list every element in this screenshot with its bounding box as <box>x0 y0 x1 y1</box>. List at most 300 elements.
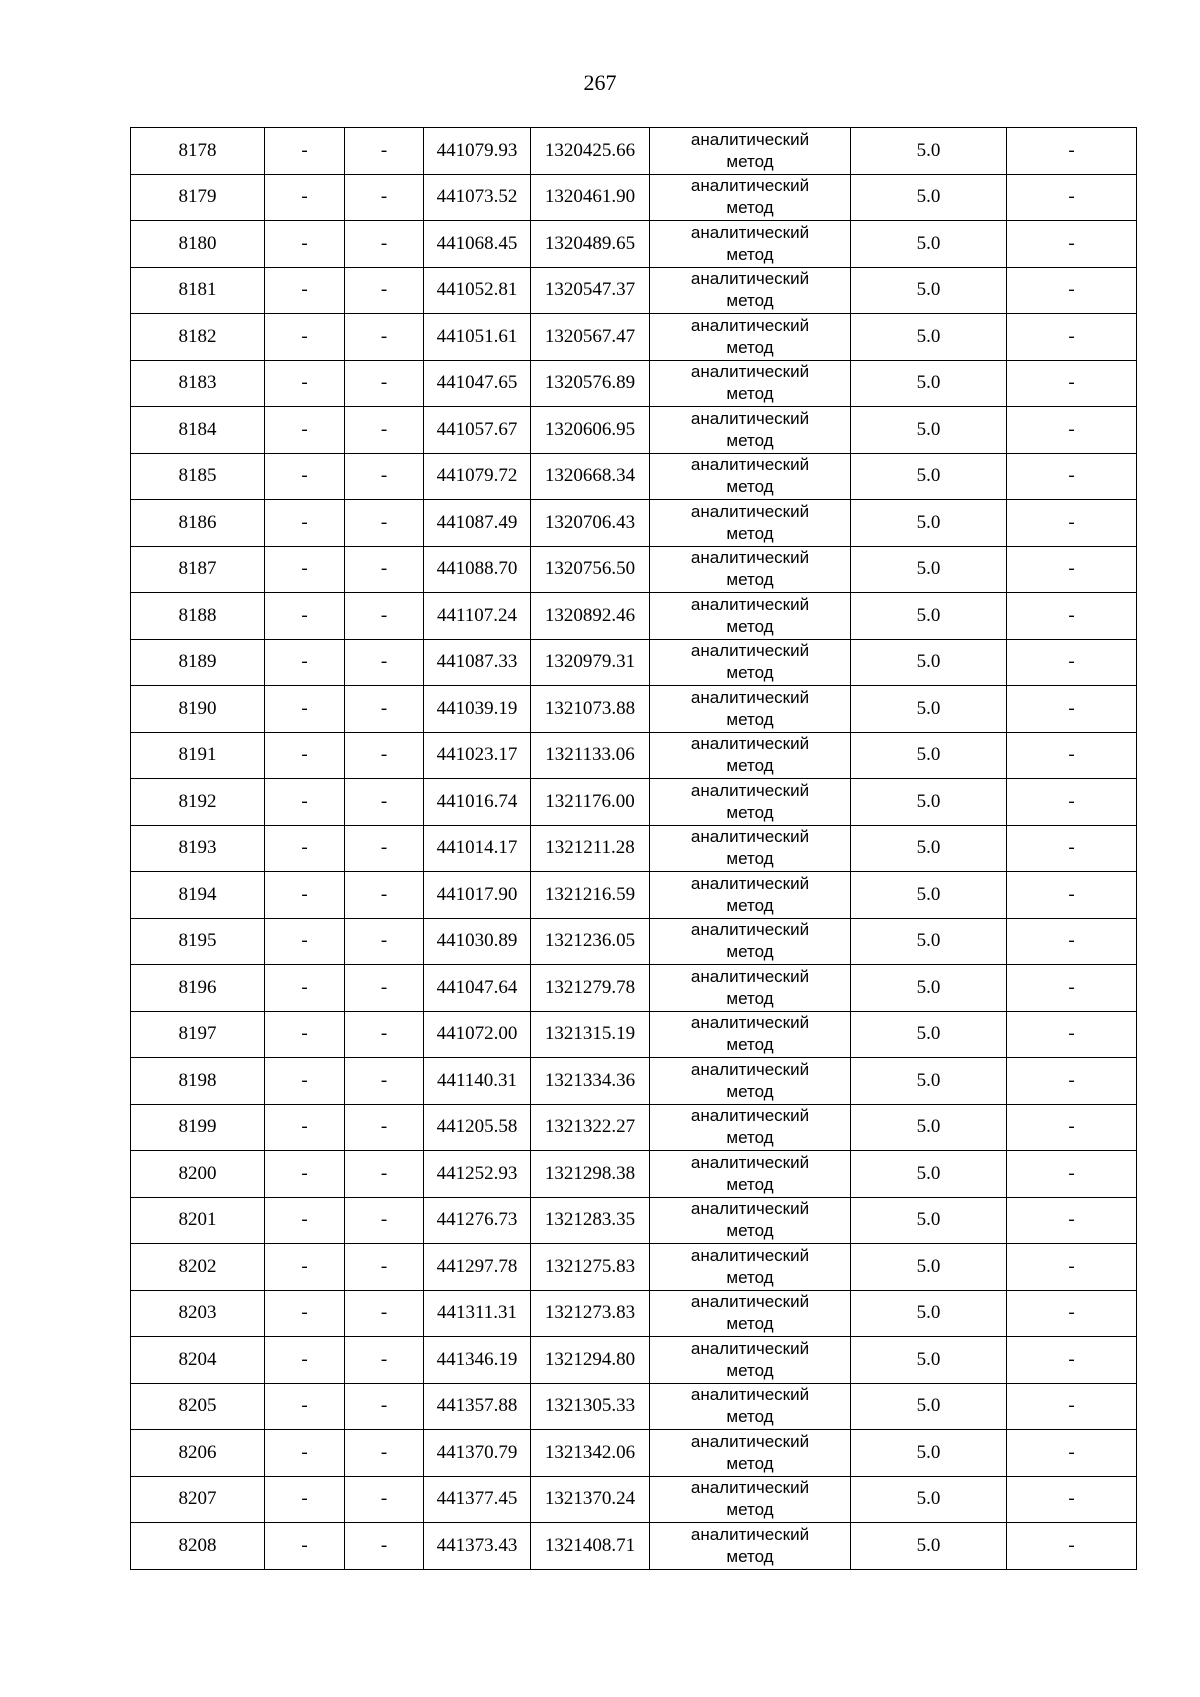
dash-cell: - <box>265 779 345 826</box>
note-cell: - <box>1007 1011 1137 1058</box>
note-cell: - <box>1007 1430 1137 1477</box>
dash-cell: - <box>265 267 345 314</box>
point-number-cell: 8193 <box>131 825 265 872</box>
method-cell <box>650 1523 851 1570</box>
method-line-2: метод <box>726 1314 774 1334</box>
method-cell <box>650 1383 851 1430</box>
note-cell: - <box>1007 825 1137 872</box>
point-number-cell: 8195 <box>131 918 265 965</box>
point-number-cell: 8179 <box>131 174 265 221</box>
method-line-2: метод <box>726 291 774 311</box>
point-number-cell: 8183 <box>131 360 265 407</box>
point-number-cell: 8204 <box>131 1337 265 1384</box>
method-cell <box>650 686 851 733</box>
method-cell <box>650 407 851 454</box>
accuracy-cell: 5.0 <box>851 1383 1007 1430</box>
method-line-2: метод <box>726 1407 774 1427</box>
x-coordinate-cell: 441051.61 <box>424 314 531 361</box>
x-coordinate-cell: 441088.70 <box>424 546 531 593</box>
dash-cell: - <box>345 546 424 593</box>
dash-cell: - <box>345 918 424 965</box>
method-line-1: аналитический <box>690 966 810 986</box>
y-coordinate-cell: 1321176.00 <box>531 779 650 826</box>
method-line-2: метод <box>726 1174 774 1194</box>
note-cell: - <box>1007 500 1137 547</box>
method-cell <box>650 174 851 221</box>
method-cell <box>650 546 851 593</box>
table-row <box>131 1337 1137 1384</box>
accuracy-cell: 5.0 <box>851 267 1007 314</box>
accuracy-cell: 5.0 <box>851 546 1007 593</box>
note-cell: - <box>1007 174 1137 221</box>
table-row <box>131 221 1137 268</box>
dash-cell: - <box>345 1151 424 1198</box>
table-row <box>131 1104 1137 1151</box>
method-line-1: аналитический <box>690 362 810 382</box>
note-cell: - <box>1007 128 1137 175</box>
method-line-2: метод <box>726 988 774 1008</box>
method-line-2: метод <box>726 1128 774 1148</box>
method-line-2: метод <box>726 244 774 264</box>
method-line-2: метод <box>726 477 774 497</box>
y-coordinate-cell: 1320425.66 <box>531 128 650 175</box>
y-coordinate-cell: 1321322.27 <box>531 1104 650 1151</box>
method-line-2: метод <box>726 430 774 450</box>
accuracy-cell: 5.0 <box>851 174 1007 221</box>
y-coordinate-cell: 1321315.19 <box>531 1011 650 1058</box>
dash-cell: - <box>345 779 424 826</box>
table-row <box>131 593 1137 640</box>
x-coordinate-cell: 441023.17 <box>424 732 531 779</box>
dash-cell: - <box>265 1244 345 1291</box>
x-coordinate-cell: 441373.43 <box>424 1523 531 1570</box>
method-line-1: аналитический <box>690 1338 810 1358</box>
method-line-1: аналитический <box>690 222 810 242</box>
y-coordinate-cell: 1321298.38 <box>531 1151 650 1198</box>
accuracy-cell: 5.0 <box>851 1476 1007 1523</box>
y-coordinate-cell: 1321236.05 <box>531 918 650 965</box>
note-cell: - <box>1007 360 1137 407</box>
dash-cell: - <box>265 1290 345 1337</box>
table-row <box>131 1151 1137 1198</box>
point-number-cell: 8202 <box>131 1244 265 1291</box>
dash-cell: - <box>345 221 424 268</box>
table-row <box>131 453 1137 500</box>
method-line-1: аналитический <box>690 315 810 335</box>
accuracy-cell: 5.0 <box>851 1290 1007 1337</box>
note-cell: - <box>1007 593 1137 640</box>
x-coordinate-cell: 441030.89 <box>424 918 531 965</box>
x-coordinate-cell: 441047.64 <box>424 965 531 1012</box>
method-line-1: аналитический <box>690 408 810 428</box>
dash-cell: - <box>345 1058 424 1105</box>
accuracy-cell: 5.0 <box>851 1058 1007 1105</box>
dash-cell: - <box>345 1244 424 1291</box>
y-coordinate-cell: 1320756.50 <box>531 546 650 593</box>
method-cell <box>650 1430 851 1477</box>
method-cell <box>650 825 851 872</box>
method-line-2: метод <box>726 1267 774 1287</box>
point-number-cell: 8207 <box>131 1476 265 1523</box>
method-line-1: аналитический <box>690 1152 810 1172</box>
point-number-cell: 8186 <box>131 500 265 547</box>
dash-cell: - <box>265 221 345 268</box>
y-coordinate-cell: 1320567.47 <box>531 314 650 361</box>
dash-cell: - <box>265 1476 345 1523</box>
dash-cell: - <box>345 407 424 454</box>
table-row <box>131 732 1137 779</box>
point-number-cell: 8198 <box>131 1058 265 1105</box>
y-coordinate-cell: 1320547.37 <box>531 267 650 314</box>
table-row <box>131 1476 1137 1523</box>
method-line-1: аналитический <box>690 455 810 475</box>
dash-cell: - <box>265 314 345 361</box>
x-coordinate-cell: 441357.88 <box>424 1383 531 1430</box>
note-cell: - <box>1007 221 1137 268</box>
point-number-cell: 8203 <box>131 1290 265 1337</box>
point-number-cell: 8194 <box>131 872 265 919</box>
method-cell <box>650 453 851 500</box>
x-coordinate-cell: 441072.00 <box>424 1011 531 1058</box>
accuracy-cell: 5.0 <box>851 732 1007 779</box>
note-cell: - <box>1007 872 1137 919</box>
method-cell <box>650 779 851 826</box>
method-line-1: аналитический <box>690 780 810 800</box>
dash-cell: - <box>265 686 345 733</box>
x-coordinate-cell: 441205.58 <box>424 1104 531 1151</box>
method-line-1: аналитический <box>690 827 810 847</box>
dash-cell: - <box>265 825 345 872</box>
y-coordinate-cell: 1321216.59 <box>531 872 650 919</box>
accuracy-cell: 5.0 <box>851 1197 1007 1244</box>
table-body <box>131 128 1137 1570</box>
x-coordinate-cell: 441107.24 <box>424 593 531 640</box>
y-coordinate-cell: 1321275.83 <box>531 1244 650 1291</box>
y-coordinate-cell: 1320606.95 <box>531 407 650 454</box>
method-line-1: аналитический <box>690 1431 810 1451</box>
note-cell: - <box>1007 546 1137 593</box>
note-cell: - <box>1007 1104 1137 1151</box>
method-cell <box>650 1337 851 1384</box>
dash-cell: - <box>265 1011 345 1058</box>
method-line-1: аналитический <box>690 129 810 149</box>
method-line-2: метод <box>726 663 774 683</box>
method-line-1: аналитический <box>690 687 810 707</box>
accuracy-cell: 5.0 <box>851 1104 1007 1151</box>
table-row <box>131 174 1137 221</box>
table-row <box>131 1523 1137 1570</box>
y-coordinate-cell: 1321342.06 <box>531 1430 650 1477</box>
x-coordinate-cell: 441297.78 <box>424 1244 531 1291</box>
note-cell: - <box>1007 453 1137 500</box>
method-cell <box>650 1290 851 1337</box>
dash-cell: - <box>345 965 424 1012</box>
y-coordinate-cell: 1320489.65 <box>531 221 650 268</box>
y-coordinate-cell: 1321273.83 <box>531 1290 650 1337</box>
note-cell: - <box>1007 1197 1137 1244</box>
accuracy-cell: 5.0 <box>851 1523 1007 1570</box>
point-number-cell: 8181 <box>131 267 265 314</box>
note-cell: - <box>1007 1244 1137 1291</box>
method-line-2: метод <box>726 849 774 869</box>
method-cell <box>650 360 851 407</box>
dash-cell: - <box>345 1523 424 1570</box>
dash-cell: - <box>265 593 345 640</box>
table-row <box>131 1197 1137 1244</box>
dash-cell: - <box>345 825 424 872</box>
note-cell: - <box>1007 1476 1137 1523</box>
method-line-1: аналитический <box>690 1199 810 1219</box>
accuracy-cell: 5.0 <box>851 1011 1007 1058</box>
point-number-cell: 8178 <box>131 128 265 175</box>
method-line-2: метод <box>726 1546 774 1566</box>
dash-cell: - <box>265 1104 345 1151</box>
method-line-1: аналитический <box>690 1059 810 1079</box>
dash-cell: - <box>345 174 424 221</box>
accuracy-cell: 5.0 <box>851 1244 1007 1291</box>
table-row <box>131 639 1137 686</box>
method-line-1: аналитический <box>690 594 810 614</box>
method-line-2: метод <box>726 151 774 171</box>
x-coordinate-cell: 441252.93 <box>424 1151 531 1198</box>
dash-cell: - <box>265 872 345 919</box>
dash-cell: - <box>265 732 345 779</box>
method-cell <box>650 918 851 965</box>
dash-cell: - <box>265 1523 345 1570</box>
accuracy-cell: 5.0 <box>851 314 1007 361</box>
method-line-1: аналитический <box>690 176 810 196</box>
point-number-cell: 8187 <box>131 546 265 593</box>
x-coordinate-cell: 441087.49 <box>424 500 531 547</box>
dash-cell: - <box>265 1197 345 1244</box>
note-cell: - <box>1007 779 1137 826</box>
accuracy-cell: 5.0 <box>851 686 1007 733</box>
accuracy-cell: 5.0 <box>851 779 1007 826</box>
method-line-1: аналитический <box>690 548 810 568</box>
method-line-2: метод <box>726 802 774 822</box>
method-cell <box>650 1058 851 1105</box>
dash-cell: - <box>265 1337 345 1384</box>
method-line-2: метод <box>726 942 774 962</box>
accuracy-cell: 5.0 <box>851 453 1007 500</box>
point-number-cell: 8208 <box>131 1523 265 1570</box>
note-cell: - <box>1007 965 1137 1012</box>
x-coordinate-cell: 441068.45 <box>424 221 531 268</box>
point-number-cell: 8200 <box>131 1151 265 1198</box>
x-coordinate-cell: 441047.65 <box>424 360 531 407</box>
method-line-2: метод <box>726 523 774 543</box>
dash-cell: - <box>265 128 345 175</box>
accuracy-cell: 5.0 <box>851 965 1007 1012</box>
method-cell <box>650 732 851 779</box>
method-cell <box>650 500 851 547</box>
table-row <box>131 500 1137 547</box>
method-line-1: аналитический <box>690 1245 810 1265</box>
table-row <box>131 360 1137 407</box>
method-cell <box>650 639 851 686</box>
x-coordinate-cell: 441014.17 <box>424 825 531 872</box>
method-cell <box>650 128 851 175</box>
note-cell: - <box>1007 407 1137 454</box>
x-coordinate-cell: 441052.81 <box>424 267 531 314</box>
y-coordinate-cell: 1320668.34 <box>531 453 650 500</box>
y-coordinate-cell: 1320979.31 <box>531 639 650 686</box>
method-line-2: метод <box>726 1360 774 1380</box>
method-cell <box>650 1476 851 1523</box>
dash-cell: - <box>345 267 424 314</box>
x-coordinate-cell: 441311.31 <box>424 1290 531 1337</box>
dash-cell: - <box>265 360 345 407</box>
point-number-cell: 8191 <box>131 732 265 779</box>
method-cell <box>650 965 851 1012</box>
method-line-1: аналитический <box>690 269 810 289</box>
method-line-2: метод <box>726 1221 774 1241</box>
table-row <box>131 779 1137 826</box>
dash-cell: - <box>265 1151 345 1198</box>
note-cell: - <box>1007 1337 1137 1384</box>
dash-cell: - <box>345 1337 424 1384</box>
dash-cell: - <box>265 546 345 593</box>
method-line-2: метод <box>726 1035 774 1055</box>
y-coordinate-cell: 1321305.33 <box>531 1383 650 1430</box>
table-row <box>131 686 1137 733</box>
point-number-cell: 8188 <box>131 593 265 640</box>
method-line-1: аналитический <box>690 1478 810 1498</box>
note-cell: - <box>1007 732 1137 779</box>
dash-cell: - <box>265 918 345 965</box>
table-row <box>131 407 1137 454</box>
method-line-2: метод <box>726 1081 774 1101</box>
dash-cell: - <box>345 1104 424 1151</box>
y-coordinate-cell: 1321370.24 <box>531 1476 650 1523</box>
method-cell <box>650 1197 851 1244</box>
note-cell: - <box>1007 639 1137 686</box>
x-coordinate-cell: 441016.74 <box>424 779 531 826</box>
accuracy-cell: 5.0 <box>851 1337 1007 1384</box>
method-line-2: метод <box>726 756 774 776</box>
method-cell <box>650 593 851 640</box>
y-coordinate-cell: 1320892.46 <box>531 593 650 640</box>
y-coordinate-cell: 1321211.28 <box>531 825 650 872</box>
table-row <box>131 825 1137 872</box>
y-coordinate-cell: 1321283.35 <box>531 1197 650 1244</box>
dash-cell: - <box>345 1011 424 1058</box>
dash-cell: - <box>345 872 424 919</box>
page-number: 267 <box>583 70 617 95</box>
note-cell: - <box>1007 686 1137 733</box>
dash-cell: - <box>265 1383 345 1430</box>
x-coordinate-cell: 441346.19 <box>424 1337 531 1384</box>
y-coordinate-cell: 1321294.80 <box>531 1337 650 1384</box>
x-coordinate-cell: 441057.67 <box>424 407 531 454</box>
accuracy-cell: 5.0 <box>851 1430 1007 1477</box>
method-line-2: метод <box>726 198 774 218</box>
accuracy-cell: 5.0 <box>851 1151 1007 1198</box>
method-line-2: метод <box>726 1500 774 1520</box>
dash-cell: - <box>265 453 345 500</box>
dash-cell: - <box>345 686 424 733</box>
x-coordinate-cell: 441073.52 <box>424 174 531 221</box>
point-number-cell: 8184 <box>131 407 265 454</box>
accuracy-cell: 5.0 <box>851 500 1007 547</box>
note-cell: - <box>1007 918 1137 965</box>
dash-cell: - <box>345 314 424 361</box>
method-line-1: аналитический <box>690 1292 810 1312</box>
dash-cell: - <box>345 1383 424 1430</box>
table-row <box>131 1058 1137 1105</box>
method-line-1: аналитический <box>690 501 810 521</box>
note-cell: - <box>1007 1383 1137 1430</box>
dash-cell: - <box>345 500 424 547</box>
coordinates-table <box>130 127 1137 1570</box>
point-number-cell: 8196 <box>131 965 265 1012</box>
dash-cell: - <box>345 1290 424 1337</box>
table-row <box>131 128 1137 175</box>
point-number-cell: 8206 <box>131 1430 265 1477</box>
point-number-cell: 8182 <box>131 314 265 361</box>
method-line-1: аналитический <box>690 1013 810 1033</box>
point-number-cell: 8180 <box>131 221 265 268</box>
dash-cell: - <box>345 128 424 175</box>
point-number-cell: 8192 <box>131 779 265 826</box>
accuracy-cell: 5.0 <box>851 221 1007 268</box>
x-coordinate-cell: 441039.19 <box>424 686 531 733</box>
method-line-2: метод <box>726 384 774 404</box>
note-cell: - <box>1007 1290 1137 1337</box>
x-coordinate-cell: 441087.33 <box>424 639 531 686</box>
accuracy-cell: 5.0 <box>851 639 1007 686</box>
table-row <box>131 1383 1137 1430</box>
method-cell <box>650 1104 851 1151</box>
dash-cell: - <box>265 639 345 686</box>
note-cell: - <box>1007 267 1137 314</box>
accuracy-cell: 5.0 <box>851 360 1007 407</box>
y-coordinate-cell: 1321073.88 <box>531 686 650 733</box>
method-line-1: аналитический <box>690 1524 810 1544</box>
method-line-1: аналитический <box>690 1106 810 1126</box>
dash-cell: - <box>345 1476 424 1523</box>
table-row <box>131 314 1137 361</box>
y-coordinate-cell: 1321133.06 <box>531 732 650 779</box>
accuracy-cell: 5.0 <box>851 918 1007 965</box>
point-number-cell: 8205 <box>131 1383 265 1430</box>
dash-cell: - <box>345 1197 424 1244</box>
x-coordinate-cell: 441377.45 <box>424 1476 531 1523</box>
accuracy-cell: 5.0 <box>851 407 1007 454</box>
accuracy-cell: 5.0 <box>851 872 1007 919</box>
table-row <box>131 1244 1137 1291</box>
dash-cell: - <box>265 407 345 454</box>
method-cell <box>650 1151 851 1198</box>
x-coordinate-cell: 441079.72 <box>424 453 531 500</box>
dash-cell: - <box>345 360 424 407</box>
table-row <box>131 1290 1137 1337</box>
point-number-cell: 8199 <box>131 1104 265 1151</box>
point-number-cell: 8190 <box>131 686 265 733</box>
table-row <box>131 546 1137 593</box>
accuracy-cell: 5.0 <box>851 128 1007 175</box>
x-coordinate-cell: 441370.79 <box>424 1430 531 1477</box>
x-coordinate-cell: 441140.31 <box>424 1058 531 1105</box>
method-line-1: аналитический <box>690 873 810 893</box>
y-coordinate-cell: 1320706.43 <box>531 500 650 547</box>
dash-cell: - <box>345 639 424 686</box>
dash-cell: - <box>345 453 424 500</box>
method-cell <box>650 1244 851 1291</box>
note-cell: - <box>1007 1058 1137 1105</box>
method-line-2: метод <box>726 570 774 590</box>
method-line-2: метод <box>726 337 774 357</box>
